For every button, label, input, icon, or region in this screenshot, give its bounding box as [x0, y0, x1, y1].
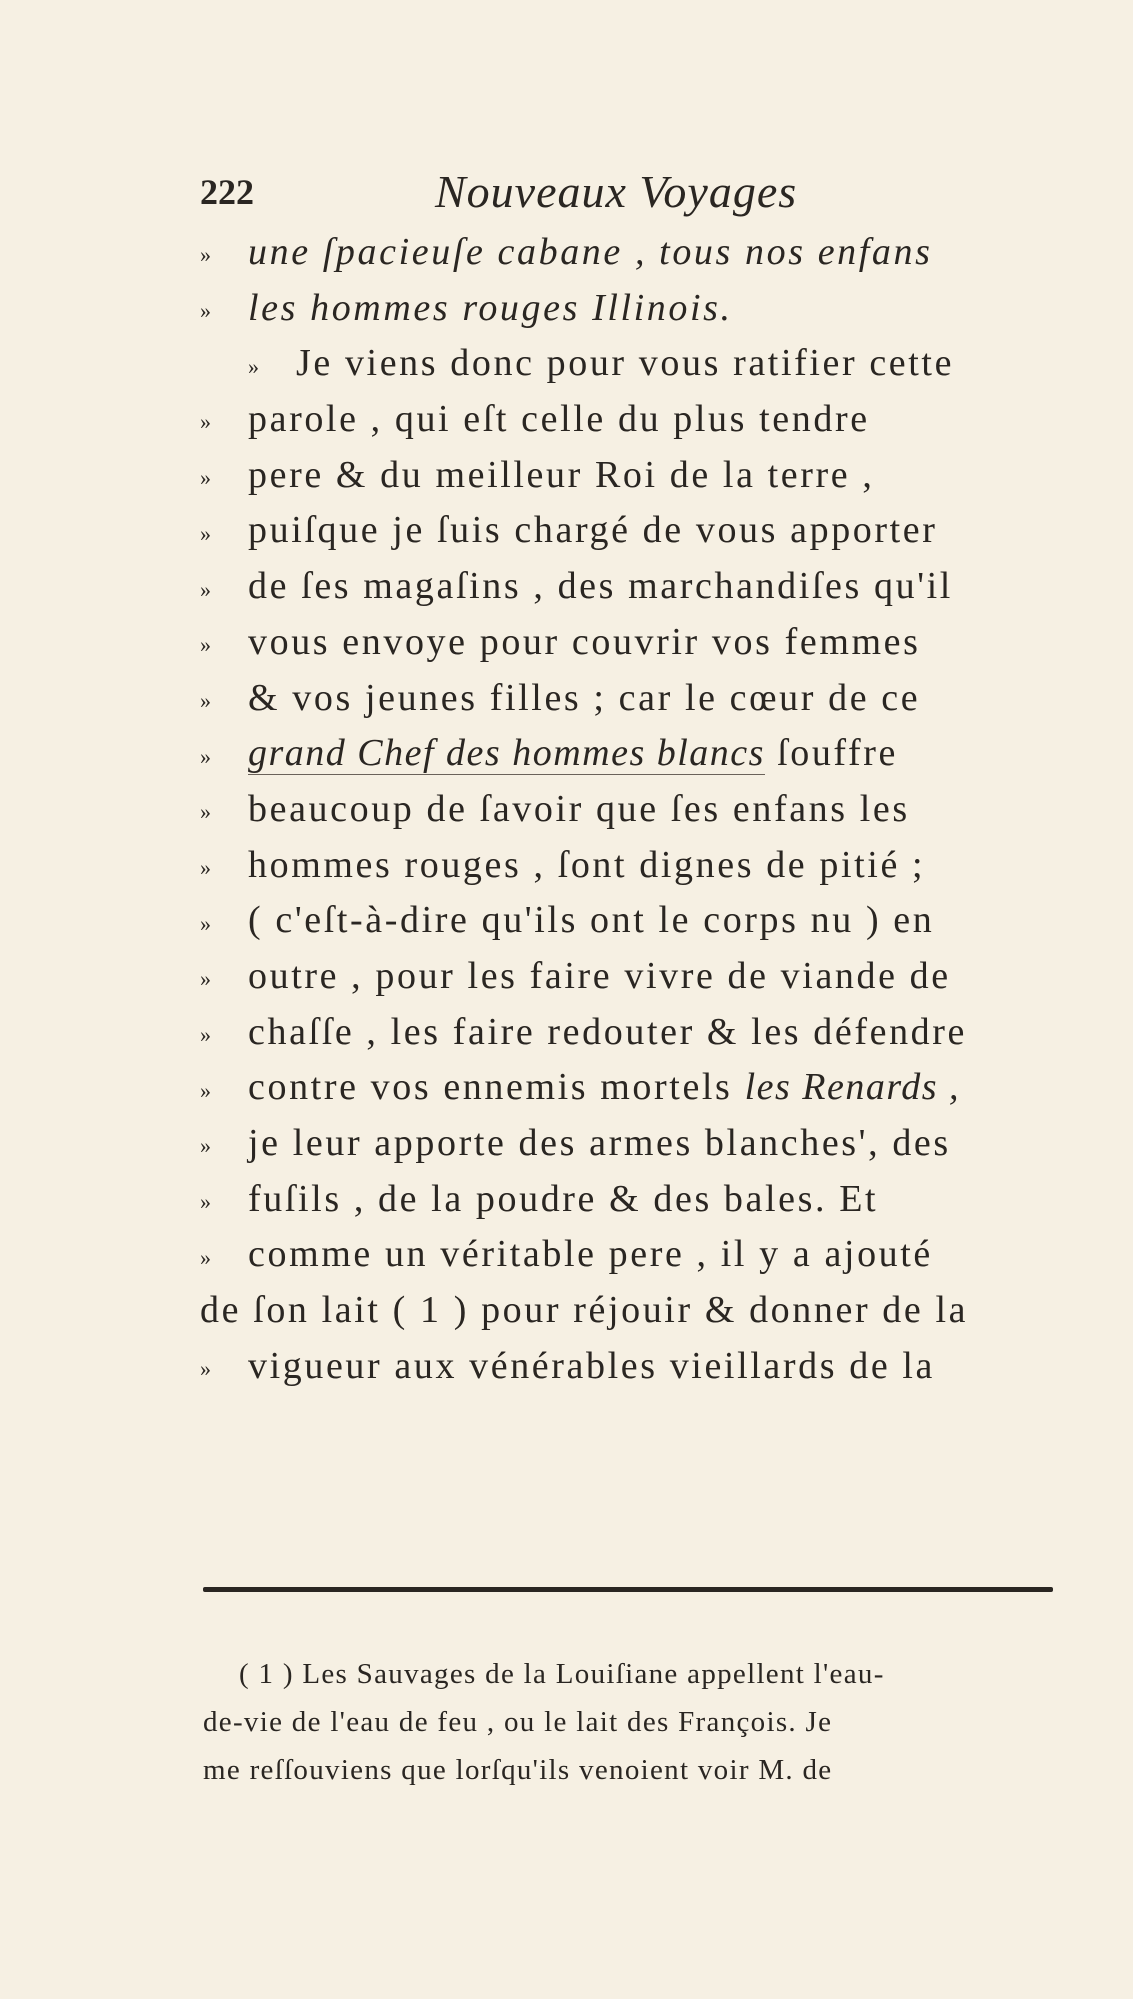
line-text: vous envoye pour couvrir vos femmes: [248, 620, 921, 663]
text-line: [200, 336, 1070, 392]
line-text: de ſes magaſins , des marchandiſes qu'il: [248, 565, 953, 608]
line-text: chaſſe , les faire redouter & les défendre: [248, 1010, 967, 1053]
quote-mark: »: [200, 520, 211, 546]
line-text: Je viens donc pour vous ratifier cette: [296, 342, 955, 385]
text-line: [200, 1116, 1070, 1172]
quote-mark: »: [200, 1189, 211, 1215]
text-line: [200, 1172, 1070, 1228]
line-text: de ſon lait ( 1 ) pour réjouir & donner de la: [200, 1289, 969, 1332]
text-line: [200, 503, 1070, 559]
footnote-line: ( 1 ) Les Sauvages de la Louiſiane appellent l'eau-: [239, 1658, 885, 1690]
text-line: [200, 949, 1070, 1005]
text-line: [200, 1005, 1070, 1061]
line-text: & vos jeunes filles ; car le cœur de ce: [248, 676, 921, 719]
text-line: [200, 726, 1070, 782]
quote-mark: »: [200, 576, 211, 602]
quote-mark: »: [200, 632, 211, 658]
line-text: vigueur aux vénérables vieillards de la: [248, 1344, 936, 1387]
body-text: [200, 225, 1070, 1394]
quote-mark: »: [200, 966, 211, 992]
quote-mark: »: [200, 465, 211, 491]
quote-mark: »: [200, 743, 211, 769]
footnote-line: me reſſouviens que lorſqu'ils venoient voir M. de: [203, 1754, 833, 1786]
quote-mark: »: [200, 910, 211, 936]
footnote-line: de-vie de l'eau de feu , ou le lait des François. Je: [203, 1706, 833, 1738]
quote-mark: »: [200, 687, 211, 713]
line-text: parole , qui eſt celle du plus tendre: [248, 398, 870, 441]
line-text: pere & du meilleur Roi de la terre ,: [248, 453, 875, 496]
line-text: puiſque je ſuis chargé de vous apporter: [248, 509, 938, 552]
page-number: 222: [200, 172, 254, 212]
line-text: une ſpacieuſe cabane , tous nos enfans: [248, 231, 933, 273]
line-text: beaucoup de ſavoir que ſes enfans les: [248, 787, 910, 830]
italic-phrase: grand Chef des hommes blancs: [248, 732, 765, 775]
line-text: contre vos ennemis mortels: [248, 1066, 745, 1109]
line-text: ſouffre: [764, 732, 898, 775]
text-line: [200, 225, 1070, 281]
text-line: [200, 1060, 1070, 1116]
italic-phrase: les Renards ,: [744, 1066, 961, 1109]
text-line: [200, 838, 1070, 894]
running-title: Nouveaux Voyages: [435, 166, 798, 217]
footnote-rule: [203, 1587, 1053, 1592]
line-text: les hommes rouges Illinois.: [248, 286, 733, 329]
quote-mark: »: [200, 242, 211, 268]
text-line: [200, 1227, 1070, 1283]
line-text: je leur apporte des armes blanches', des: [248, 1122, 951, 1164]
line-text: comme un véritable pere , il y a ajouté: [248, 1233, 933, 1276]
text-line: [200, 1283, 1070, 1339]
text-line: [200, 671, 1070, 727]
text-line: [200, 782, 1070, 838]
text-line: [200, 615, 1070, 671]
text-line: [200, 559, 1070, 615]
quote-mark: »: [200, 854, 211, 880]
line-text: outre , pour les faire vivre de viande de: [248, 954, 951, 997]
quote-mark: »: [200, 1356, 211, 1382]
text-line: [200, 448, 1070, 504]
page-header: [200, 162, 900, 222]
quote-mark: »: [200, 409, 211, 435]
text-line: [200, 392, 1070, 448]
quote-mark: »: [200, 298, 211, 324]
quote-mark: »: [248, 353, 259, 379]
quote-mark: »: [200, 1133, 211, 1159]
footnote: [203, 1650, 1063, 1794]
text-line: [200, 893, 1070, 949]
text-line: [200, 281, 1070, 337]
line-text: ( c'eſt-à-dire qu'ils ont le corps nu ) en: [248, 899, 935, 942]
quote-mark: »: [200, 1244, 211, 1270]
quote-mark: »: [200, 799, 211, 825]
text-line: [200, 1339, 1070, 1395]
line-text: hommes rouges , ſont dignes de pitié ;: [248, 843, 926, 886]
line-text: fuſils , de la poudre & des bales. Et: [248, 1177, 879, 1220]
quote-mark: »: [200, 1022, 211, 1048]
quote-mark: »: [200, 1077, 211, 1103]
